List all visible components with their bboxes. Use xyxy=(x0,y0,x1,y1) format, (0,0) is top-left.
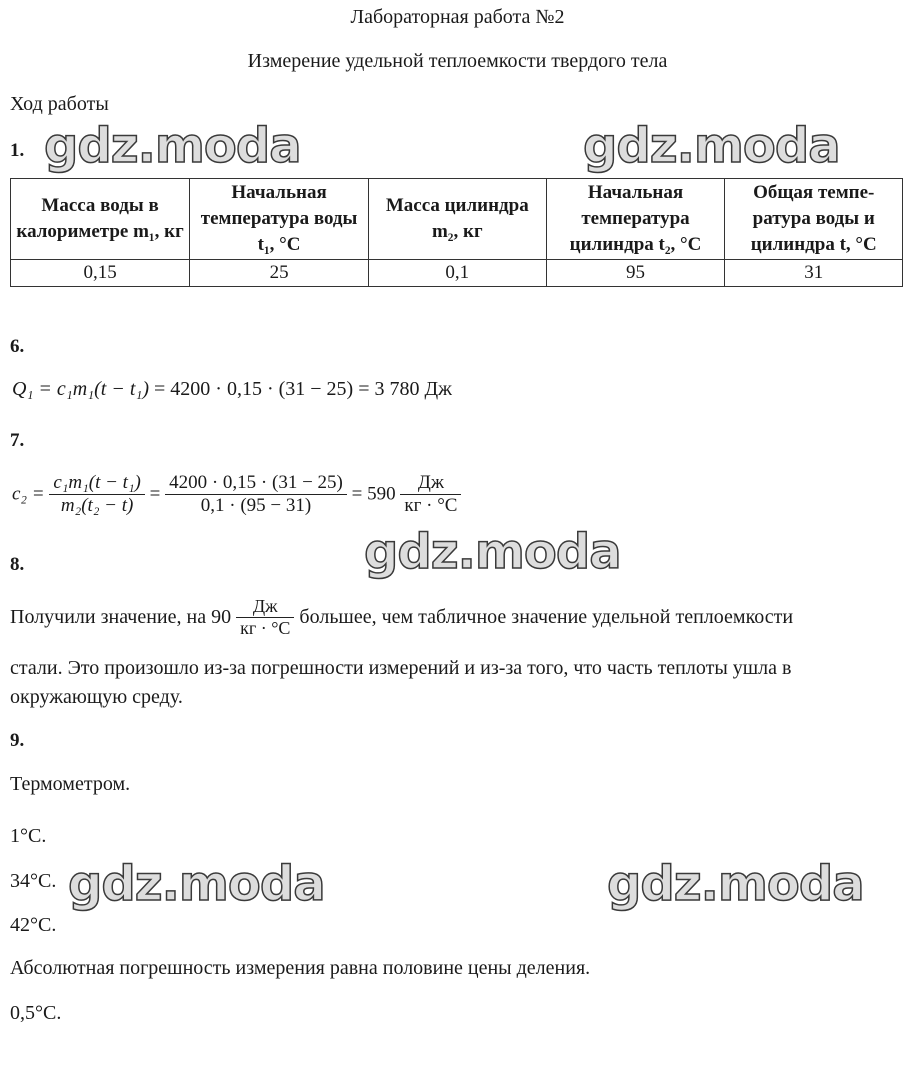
unit-denominator: кг · °C xyxy=(240,618,291,638)
table-cell: 31 xyxy=(725,260,903,287)
table-cell: 0,15 xyxy=(11,260,190,287)
table-cell: 0,1 xyxy=(369,260,547,287)
page-subtitle: Измерение удельной теплоемкости твердого тела xyxy=(247,50,668,72)
progress-heading: Ход работы xyxy=(10,93,109,115)
step-7-formula xyxy=(12,472,461,517)
fraction-denominator: m₂(t₂ − t) xyxy=(60,495,134,516)
fraction-symbolic xyxy=(49,472,145,517)
fraction-numeric xyxy=(165,472,347,517)
formula-lhs: c₂ = xyxy=(12,483,45,505)
equals-sign: = xyxy=(149,483,161,505)
fraction-denominator: 0,1 · (95 − 31) xyxy=(200,495,312,516)
step-7-number: 7. xyxy=(10,430,25,451)
table-header-cell: Начальная температура цилиндра t₂, °C xyxy=(546,179,725,260)
text-after: большее, чем табличное значение удельной теплоемкости xyxy=(299,606,794,628)
text-before: Получили значение, на 90 xyxy=(10,606,232,628)
step-8-line-1 xyxy=(10,596,793,639)
table-header-cell: Масса воды в калориметре m₁, кг xyxy=(11,179,190,260)
fraction-numerator: 4200 · 0,15 · (31 − 25) xyxy=(165,472,347,495)
watermark-logo: gdz.moda xyxy=(44,118,301,174)
answer-line: 0,5°C. xyxy=(10,1002,62,1024)
watermark-logo: gdz.moda xyxy=(68,856,325,912)
watermark-logo: gdz.moda xyxy=(583,118,840,174)
table-header-cell: Общая темпе-ратура воды и цилиндра t, °C xyxy=(725,179,903,260)
step-8-number: 8. xyxy=(10,554,25,575)
table-cell: 25 xyxy=(190,260,369,287)
step-6-number: 6. xyxy=(10,336,25,357)
answer-line: 42°C. xyxy=(10,914,57,936)
watermark-logo: gdz.moda xyxy=(364,524,621,580)
answer-line: 34°C. xyxy=(10,870,57,892)
unit-numerator: Дж xyxy=(400,472,461,495)
table-row xyxy=(11,260,903,287)
unit-fraction xyxy=(400,472,461,517)
fraction-numerator: c₁m₁(t − t₁) xyxy=(49,472,145,495)
table-header-row xyxy=(11,179,903,260)
unit-fraction xyxy=(236,596,294,639)
step-6-formula xyxy=(12,378,452,401)
unit-denominator: кг · °C xyxy=(404,495,458,516)
formula-lhs: Q₁ = c₁m₁(t − t₁) xyxy=(12,378,150,400)
step-8-line-2: стали. Это произошло из-за погрешности измерений и из-за того, что часть теплоты ушла в xyxy=(10,657,792,679)
table-cell: 95 xyxy=(546,260,725,287)
unit-numerator: Дж xyxy=(236,596,294,618)
answer-line: Термометром. xyxy=(10,773,131,795)
measurement-table xyxy=(10,178,903,287)
formula-rhs: = 4200 · 0,15 · (31 − 25) = 3 780 Дж xyxy=(154,378,452,400)
result-value: = 590 xyxy=(351,483,396,505)
answer-line: Абсолютная погрешность измерения равна половине цены деления. xyxy=(10,957,591,979)
answer-line: 1°C. xyxy=(10,825,47,847)
step-9-number: 9. xyxy=(10,730,25,751)
step-8-line-3: окружающую среду. xyxy=(10,686,183,708)
page-title: Лабораторная работа №2 xyxy=(350,6,565,28)
table-header-cell: Масса цилиндра m₂, кг xyxy=(369,179,547,260)
table-header-cell: Начальная температура воды t₁, °C xyxy=(190,179,369,260)
watermark-logo: gdz.moda xyxy=(607,856,864,912)
step-1-number: 1. xyxy=(10,140,25,161)
